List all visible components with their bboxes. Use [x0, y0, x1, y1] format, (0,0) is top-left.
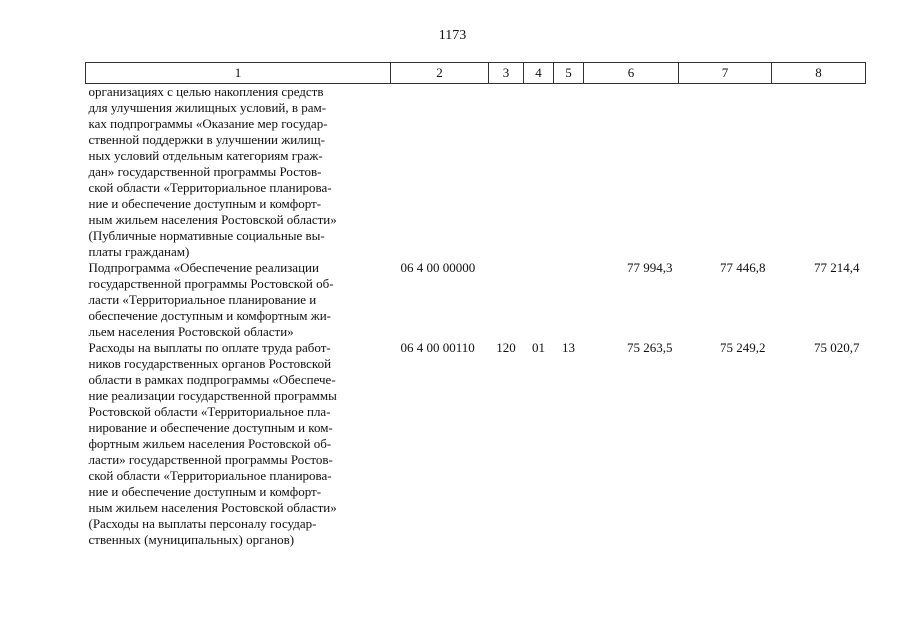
description-line: организациях с целью накопления средств: [88, 84, 324, 99]
description-line: области в рамках подпрограммы «Обеспече-: [88, 372, 336, 387]
table-row: [86, 260, 866, 340]
table-row: [86, 84, 866, 261]
description-line: ников государственных органов Ростовской: [88, 356, 332, 371]
row-code: 06 4 00 00110: [400, 340, 475, 355]
column-header-2: 2: [391, 63, 489, 84]
row-description: [86, 84, 391, 261]
description-line: ных условий отдельным категориям граж-: [88, 148, 323, 163]
description-line: ственных (муниципальных) органов): [88, 532, 295, 547]
description-line: ственной поддержки в улучшении жилищ-: [88, 132, 325, 147]
column-header-7: 7: [679, 63, 772, 84]
description-line: фортным жильем населения Ростовской об-: [88, 436, 332, 451]
budget-table: [85, 62, 866, 548]
row-amount-6: [584, 84, 679, 261]
column-header-4: 4: [524, 63, 554, 84]
row-col-5: [554, 260, 584, 340]
description-line: льем населения Ростовской области»: [88, 324, 294, 339]
column-header-5: 5: [554, 63, 584, 84]
row-amount-7: 77 446,8: [720, 260, 766, 275]
row-code: 06 4 00 00000: [400, 260, 476, 275]
description-line: платы гражданам): [88, 244, 190, 259]
column-header-3: 3: [489, 63, 524, 84]
description-line: ской области «Территориальное планирова-: [88, 180, 332, 195]
row-code: [391, 84, 489, 261]
row-col-4: 01: [532, 340, 545, 355]
description-line: обеспечение доступным и комфортным жи-: [88, 308, 332, 323]
row-amount-8: 75 020,7: [814, 340, 860, 355]
description-line: ласти «Территориальное планирование и: [88, 292, 317, 307]
description-line: для улучшения жилищных условий, в рам-: [88, 100, 327, 115]
table-header-row: [86, 63, 866, 84]
description-line: нирование и обеспечение доступным и ком-: [88, 420, 333, 435]
page-number: 1173: [438, 28, 467, 43]
description-line: Ростовской области «Территориальное пла-: [88, 404, 331, 419]
table-row: [86, 340, 866, 548]
description-line: ние и обеспечение доступным и комфорт-: [88, 196, 322, 211]
description-line: (Расходы на выплаты персоналу государ-: [88, 516, 317, 531]
row-amount-7: [679, 84, 772, 261]
row-col-3: [489, 84, 524, 261]
description-line: ласти» государственной программы Ростов-: [88, 452, 333, 467]
row-description: [86, 340, 391, 548]
row-amount-8: [772, 84, 866, 261]
row-amount-6: 77 994,3: [627, 260, 673, 275]
column-header-8: 8: [772, 63, 866, 84]
description-line: ным жильем населения Ростовской области»: [88, 212, 337, 227]
description-line: ние реализации государственной программы: [88, 388, 337, 403]
row-description: [86, 260, 391, 340]
row-col-3: [489, 260, 524, 340]
description-line: Подпрограмма «Обеспечение реализации: [88, 260, 319, 275]
row-col-5: [554, 84, 584, 261]
row-amount-7: 75 249,2: [720, 340, 766, 355]
row-amount-8: 77 214,4: [814, 260, 860, 275]
column-header-6: 6: [584, 63, 679, 84]
row-amount-6: 75 263,5: [627, 340, 673, 355]
row-col-5: 13: [562, 340, 575, 355]
description-line: ние и обеспечение доступным и комфорт-: [88, 484, 322, 499]
row-col-4: [524, 84, 554, 261]
column-header-1: 1: [86, 63, 391, 84]
description-line: ской области «Территориальное планирова-: [88, 468, 332, 483]
row-col-4: [524, 260, 554, 340]
description-line: ным жильем населения Ростовской области»: [88, 500, 337, 515]
row-col-3: 120: [496, 340, 516, 355]
description-line: ках подпрограммы «Оказание мер государ-: [88, 116, 328, 131]
description-line: дан» государственной программы Ростов-: [88, 164, 322, 179]
description-line: (Публичные нормативные социальные вы-: [88, 228, 325, 243]
description-line: Расходы на выплаты по оплате труда работ-: [88, 340, 331, 355]
description-line: государственной программы Ростовской об-: [88, 276, 334, 291]
